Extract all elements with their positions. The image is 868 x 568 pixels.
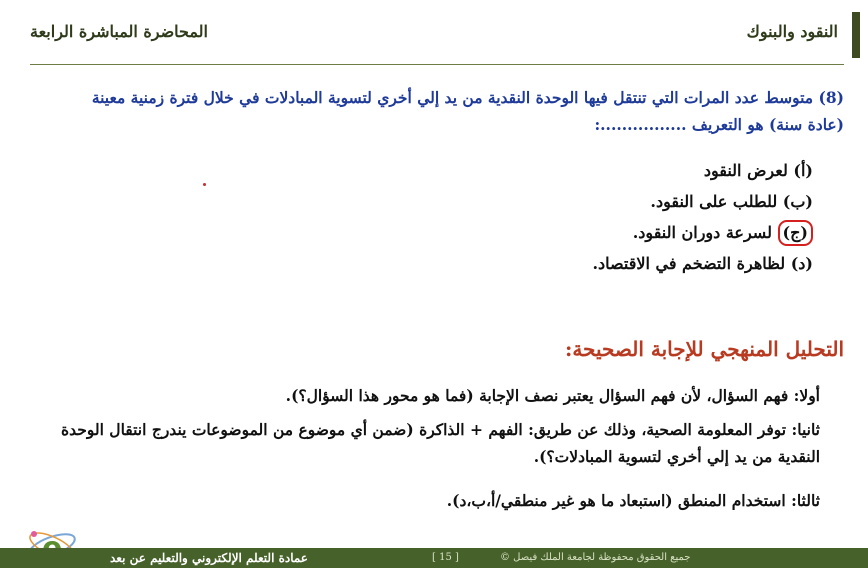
option-letter: (د) <box>790 254 813 273</box>
option-text: لعرض النقود <box>703 161 788 180</box>
slide-header <box>0 0 868 64</box>
analysis-title: التحليل المنهجي للإجابة الصحيحة: <box>564 337 844 361</box>
option-text: للطلب على النقود. <box>650 192 778 211</box>
option-letter: (ب) <box>782 192 813 211</box>
option-letter: (أ) <box>793 161 813 180</box>
page-number: [ 15 ] <box>432 552 459 563</box>
course-title: النقود والبنوك <box>746 22 838 41</box>
stray-dot <box>203 183 206 186</box>
option-b <box>592 186 813 217</box>
slide-footer <box>0 548 868 568</box>
department-name: عمادة التعلم الإلكتروني والتعليم عن بعد <box>110 551 308 565</box>
option-a <box>592 155 813 186</box>
option-letter: (ج) <box>782 223 808 242</box>
question-block <box>60 84 844 138</box>
analysis-step-1: أولا: فهم السؤال، لأن فهم السؤال يعتبر نصف الإجابة (فما هو محور هذا السؤال؟). <box>285 386 820 405</box>
header-divider <box>30 64 844 65</box>
lecture-title: المحاضرة المباشرة الرابعة <box>30 22 208 41</box>
question-text: متوسط عدد المرات التي تنتقل فيها الوحدة النقدية من يد إلي أخري لتسوية المبادلات في خلال فترة زمنية معينة (عادة سنة) هو التعريف ................: <box>91 88 844 134</box>
option-text: لظاهرة التضخم في الاقتصاد. <box>592 254 786 273</box>
analysis-step-3: ثالثا: استخدام المنطق (استبعاد ما هو غير منطقي/أ،ب،د). <box>446 491 820 510</box>
question-number: (8) <box>818 88 844 107</box>
option-c <box>592 217 813 248</box>
copyright-notice: جميع الحقوق محفوظة لجامعة الملك فيصل © <box>500 552 691 563</box>
options-list <box>592 155 813 279</box>
analysis-step-2: ثانيا: توفر المعلومة الصحية، وذلك عن طريق: الفهم + الذاكرة (ضمن أي موضوع من الموضوعات يندرج انتقال الوحدة النقدية من يد إلي أخري لتسوية المبادلات؟). <box>61 420 820 466</box>
header-accent-bar <box>852 12 860 58</box>
option-d <box>592 248 813 279</box>
option-text: لسرعة دوران النقود. <box>632 223 772 242</box>
analysis-block <box>60 382 820 514</box>
correct-answer-circle <box>778 220 813 246</box>
